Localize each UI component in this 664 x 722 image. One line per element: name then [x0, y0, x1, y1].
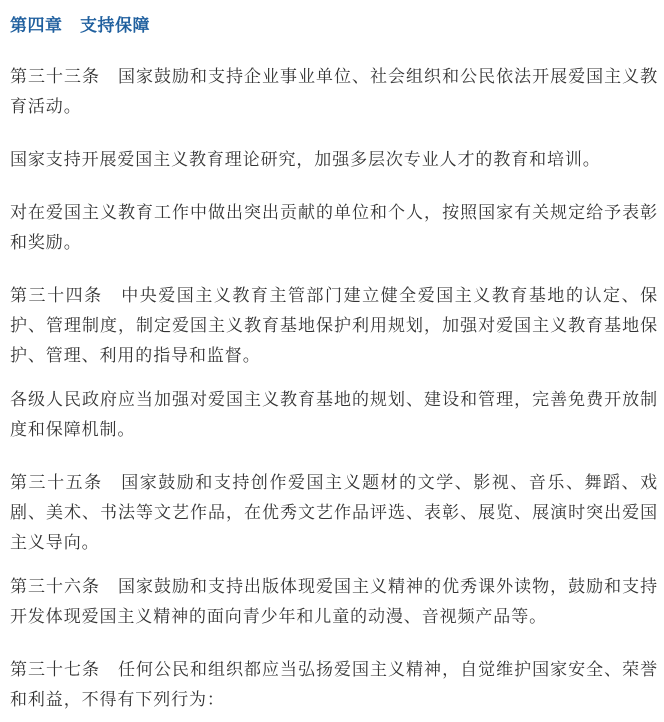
- chapter-heading: 第四章 支持保障: [10, 16, 150, 36]
- article-36-paragraph: 第三十六条 国家鼓励和支持出版体现爱国主义精神的优秀课外读物，鼓励和支持开发体现爱国主义精神的面向青少年和儿童的动漫、音视频产品等。: [10, 577, 658, 627]
- government-duty-paragraph: 各级人民政府应当加强对爱国主义教育基地的规划、建设和管理，完善免费开放制度和保障机制。: [10, 390, 658, 440]
- article-34-paragraph: 第三十四条 中央爱国主义教育主管部门建立健全爱国主义教育基地的认定、保护、管理制度，制定爱国主义教育基地保护利用规划，加强对爱国主义教育基地保护、管理、利用的指导和监督。: [10, 286, 658, 366]
- research-support-paragraph: 国家支持开展爱国主义教育理论研究，加强多层次专业人才的教育和培训。: [10, 150, 601, 170]
- commendation-paragraph: 对在爱国主义教育工作中做出突出贡献的单位和个人，按照国家有关规定给予表彰和奖励。: [10, 203, 658, 253]
- article-37-paragraph: 第三十七条 任何公民和组织都应当弘扬爱国主义精神，自觉维护国家安全、荣誉和利益，不得有下列行为：: [10, 660, 658, 710]
- article-35-paragraph: 第三十五条 国家鼓励和支持创作爱国主义题材的文学、影视、音乐、舞蹈、戏剧、美术、书法等文艺作品，在优秀文艺作品评选、表彰、展览、展演时突出爱国主义导向。: [10, 473, 658, 553]
- article-33-paragraph: 第三十三条 国家鼓励和支持企业事业单位、社会组织和公民依法开展爱国主义教育活动。: [10, 67, 658, 117]
